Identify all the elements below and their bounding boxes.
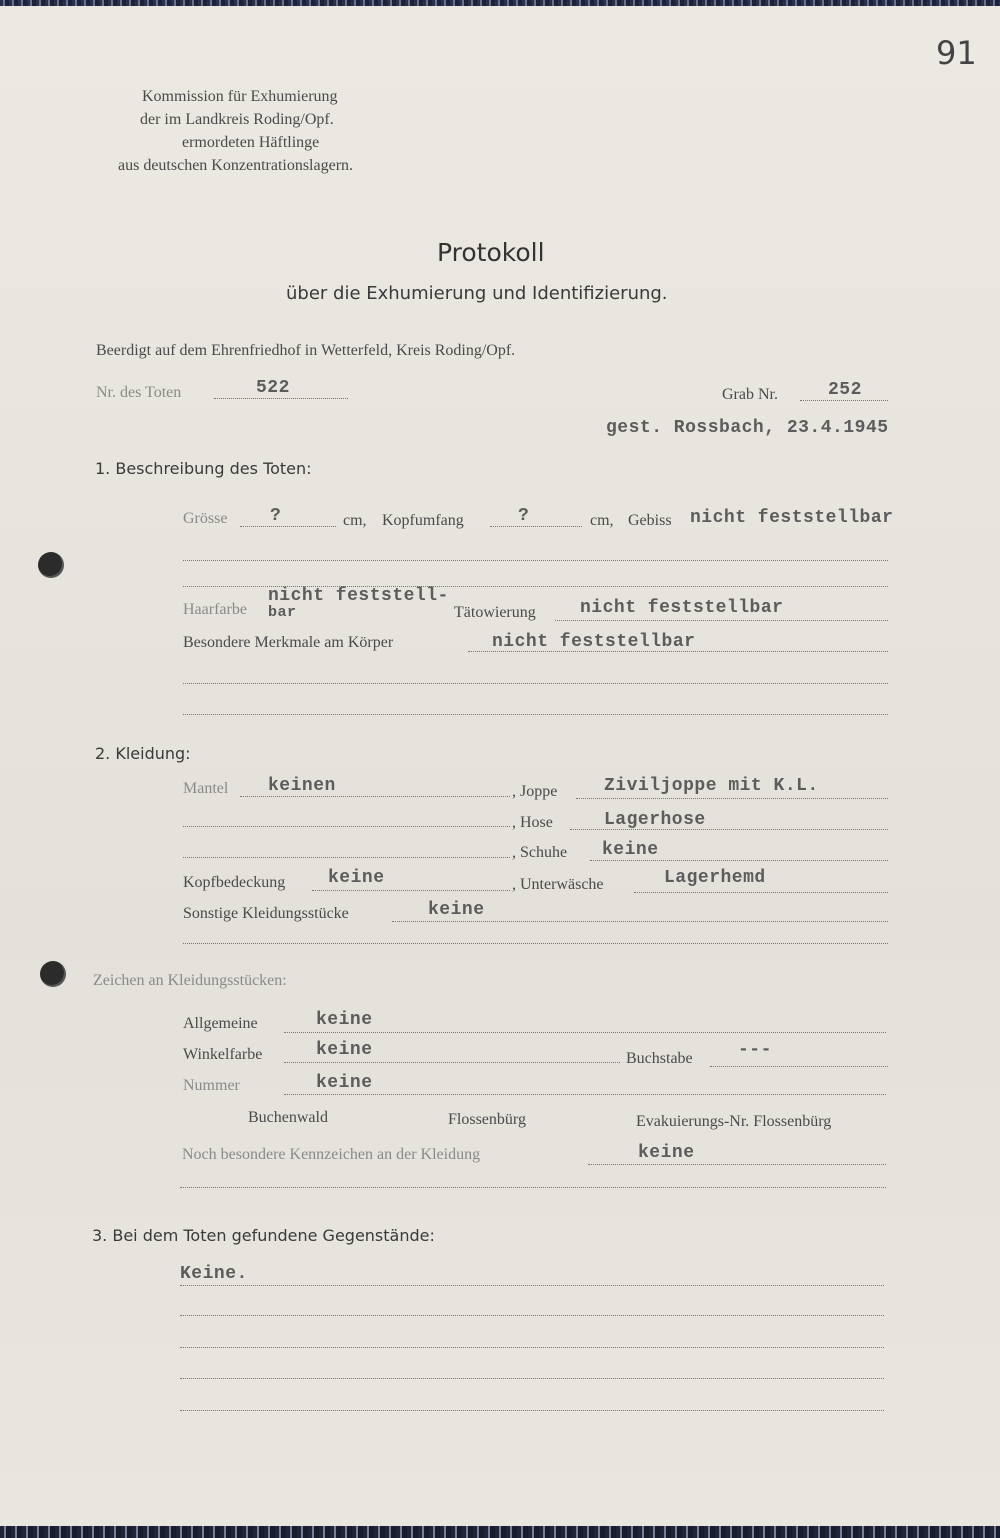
taetowierung-label: Tätowierung — [454, 604, 536, 621]
section3-value: Keine. — [180, 1264, 248, 1284]
haarfarbe-value-1: nicht feststell- — [268, 586, 449, 606]
haarfarbe-label: Haarfarbe — [183, 601, 247, 618]
page-subtitle: über die Exhumierung und Identifizierung. — [286, 283, 668, 304]
commission-line-2: der im Landkreis Roding/Opf. — [140, 111, 334, 128]
kopfbedeckung-value: keine — [328, 868, 385, 888]
nummer-label: Nummer — [183, 1077, 240, 1094]
burial-line: Beerdigt auf dem Ehrenfriedhof in Wetterfeld, Kreis Roding/Opf. — [96, 342, 516, 359]
kopfbedeckung-label: Kopfbedeckung — [183, 874, 286, 891]
taetowierung-value: nicht feststellbar — [580, 598, 784, 618]
bottom-edge — [0, 1526, 1000, 1538]
flossenbuerg-label: Flossenbürg — [448, 1111, 526, 1128]
zeichen-heading: Zeichen an Kleidungsstücken: — [93, 972, 287, 989]
haarfarbe-value-2: bar — [268, 604, 297, 621]
schuhe-label: , Schuhe — [512, 844, 568, 861]
gebiss-value: nicht feststellbar — [690, 508, 894, 528]
commission-line-3: ermordeten Häftlinge — [182, 134, 320, 151]
grab-label: Grab Nr. — [722, 386, 778, 403]
top-edge — [0, 0, 1000, 6]
nr-label: Nr. des Toten — [96, 384, 182, 401]
mantel-label: Mantel — [183, 780, 229, 797]
cm-label-1: cm, — [343, 512, 367, 529]
section3-heading: 3. Bei dem Toten gefundene Gegenstände: — [92, 1226, 435, 1245]
hose-label: , Hose — [512, 814, 553, 831]
winkelfarbe-value: keine — [316, 1040, 373, 1060]
buchstabe-label: Buchstabe — [626, 1050, 693, 1067]
section2-heading: 2. Kleidung: — [95, 744, 191, 763]
nummer-value: keine — [316, 1073, 373, 1093]
merkmale-value: nicht feststellbar — [492, 632, 696, 652]
hose-value: Lagerhose — [604, 810, 706, 830]
schuhe-value: keine — [602, 840, 659, 860]
page-title: Protokoll — [437, 238, 545, 267]
groesse-label: Grösse — [183, 510, 228, 527]
kopfumfang-value: ? — [518, 506, 530, 526]
kopfumfang-label: Kopfumfang — [382, 512, 464, 529]
sonstige-value: keine — [428, 900, 485, 920]
punch-hole-1 — [38, 552, 64, 578]
joppe-label: , Joppe — [512, 783, 558, 800]
joppe-value: Ziviljoppe mit K.L. — [604, 776, 819, 796]
noch-value: keine — [638, 1143, 695, 1163]
buchenwald-label: Buchenwald — [248, 1109, 328, 1126]
commission-line-1: Kommission für Exhumierung — [142, 88, 338, 105]
punch-hole-2 — [40, 961, 66, 987]
page-number: 91 — [936, 34, 977, 72]
merkmale-label: Besondere Merkmale am Körper — [183, 634, 394, 651]
sonstige-label: Sonstige Kleidungsstücke — [183, 905, 349, 922]
section1-heading: 1. Beschreibung des Toten: — [95, 459, 312, 478]
gebiss-label: Gebiss — [628, 512, 672, 529]
death-note: gest. Rossbach, 23.4.1945 — [606, 418, 889, 438]
allgemeine-value: keine — [316, 1010, 373, 1030]
groesse-value: ? — [270, 506, 282, 526]
evakuierung-label: Evakuierungs-Nr. Flossenbürg — [636, 1113, 832, 1130]
unterwaesche-label: , Unterwäsche — [512, 876, 604, 893]
noch-label: Noch besondere Kennzeichen an der Kleidung — [182, 1146, 481, 1163]
allgemeine-label: Allgemeine — [183, 1015, 258, 1032]
buchstabe-value: --- — [738, 1040, 772, 1060]
winkelfarbe-label: Winkelfarbe — [183, 1046, 263, 1063]
unterwaesche-value: Lagerhemd — [664, 868, 766, 888]
mantel-value: keinen — [268, 776, 336, 796]
grab-value: 252 — [828, 380, 862, 400]
commission-line-4: aus deutschen Konzentrationslagern. — [118, 157, 354, 174]
cm-label-2: cm, — [590, 512, 614, 529]
nr-value: 522 — [256, 378, 290, 398]
